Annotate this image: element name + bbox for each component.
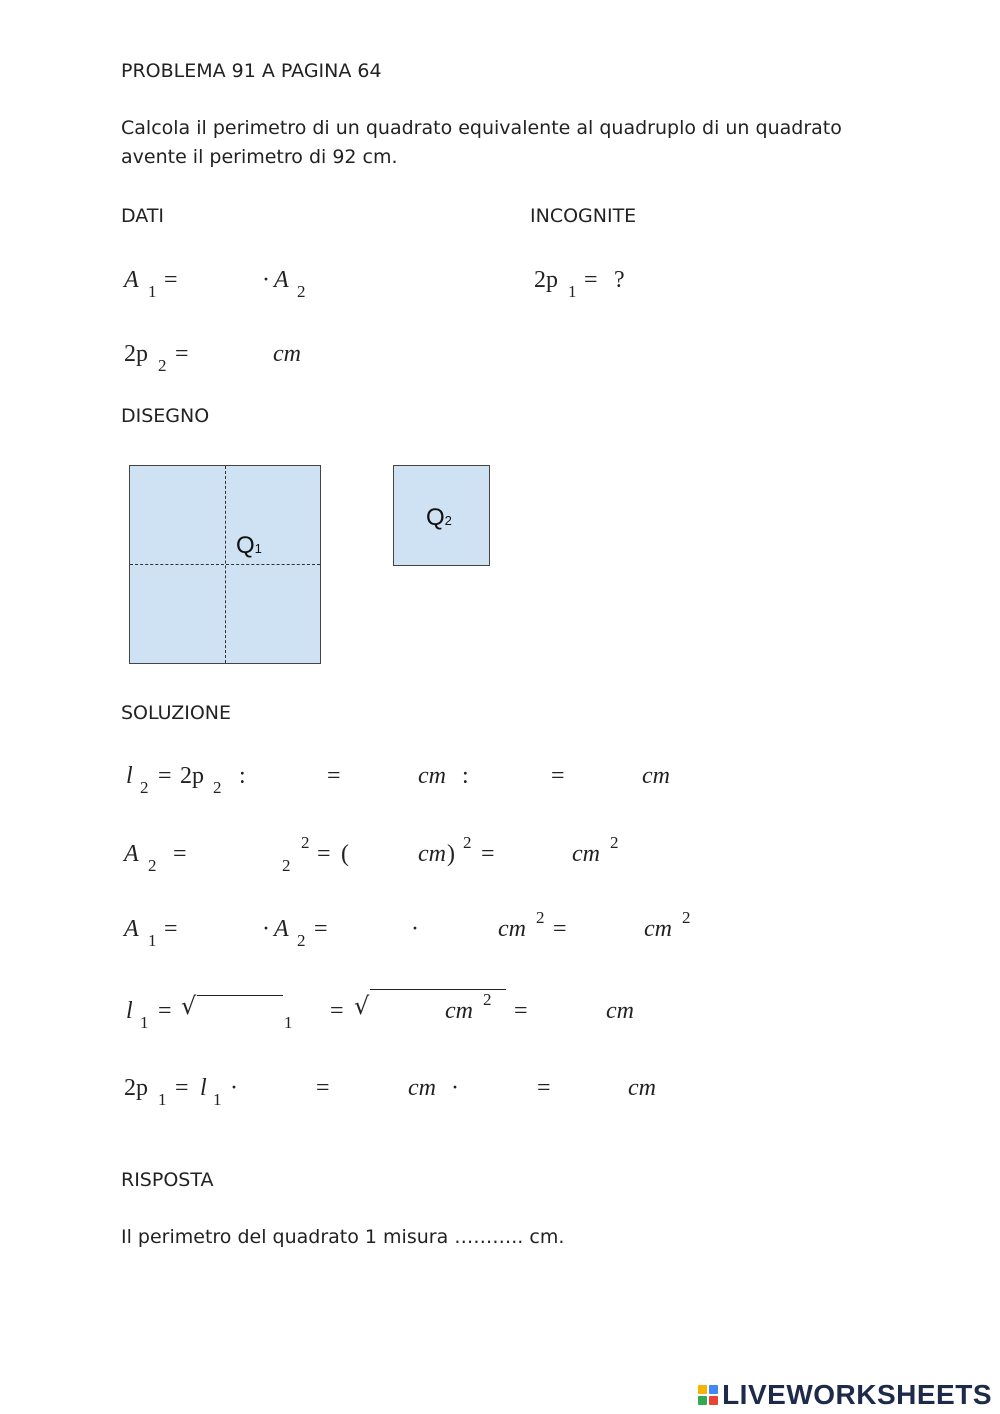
sqrt-icon: √ (354, 992, 370, 1020)
divider-horizontal (130, 564, 320, 565)
answer-text: Il perimetro del quadrato 1 misura ……….. cm. (121, 1226, 565, 1248)
sqrt-bar (197, 995, 283, 996)
brand-text: LIVEWORKSHEETS (722, 1379, 992, 1410)
problem-text: Calcola il perimetro di un quadrato equivalente al quadruplo di un quadrato avente il perimetro di 92 cm. (121, 117, 842, 168)
page-title: PROBLEMA 91 A PAGINA 64 (121, 60, 382, 82)
brand-logo-icon (698, 1385, 718, 1405)
worksheet-page: PROBLEMA 91 A PAGINA 64 Calcola il perimetro di un quadrato equivalente al quadruplo di un quadrato avente il perimetro di 92 cm. DATI INCOGNITE A 1 = · A 2 2p 1 = ? 2p 2 = cm DISEGNO Q1 Q2 SOLUZIONE l 2 = 2p 2 : = cm : = cm A 2 = 2 2 = ( cm ) 2 = cm 2 A 1 = · A 2 = · cm 2 = cm 2 l 1 = √ 1 = √ cm 2 = cm 2p 1 = l 1 · = cm · = cm RISPOSTA Il perimetro del quadrato 1 misura ……….. cm. LIVEWORKSHEETS (121, 60, 992, 1410)
sqrt-icon: √ (181, 992, 197, 1020)
section-dati: DATI (121, 205, 165, 227)
section-risposta: RISPOSTA (121, 1169, 214, 1191)
label-q1: Q1 (236, 532, 262, 559)
section-soluzione: SOLUZIONE (121, 702, 232, 724)
section-disegno: DISEGNO (121, 405, 210, 427)
section-incognite: INCOGNITE (530, 205, 637, 227)
label-q2: Q2 (426, 504, 452, 531)
brand-watermark (698, 1378, 992, 1412)
